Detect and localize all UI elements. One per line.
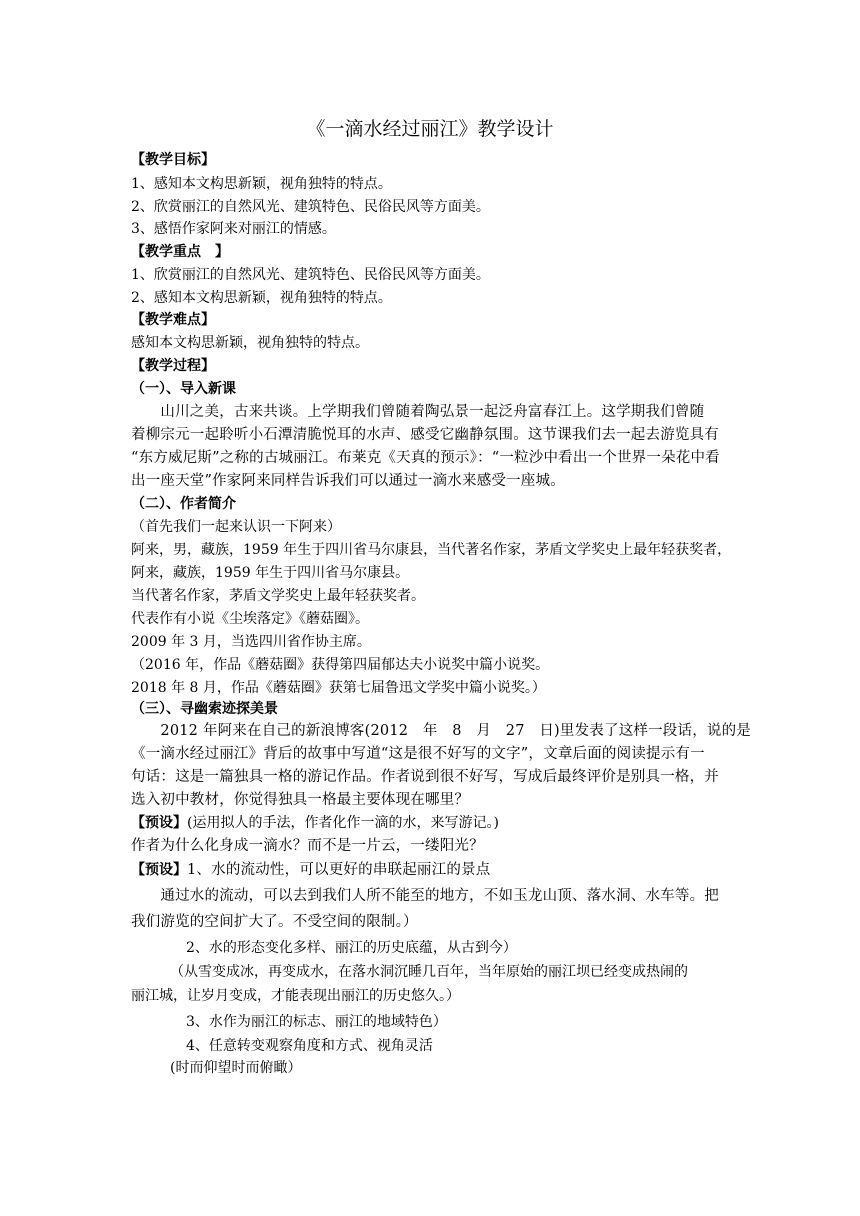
document-title: 《一滴水经过丽江》教学设计 [306,118,554,140]
part2-line: 代表作有小说《尘埃落定》《蘑菇圈》。 [131,611,369,627]
answer-line: （从雪变成冰，再变成水，在落水洞沉睡几百年，当年原始的丽江坝已经变成热闹的 [170,964,688,980]
part2-heading: （二）、作者简介 [131,496,236,512]
part3-heading: （三）、寻幽索迹探美景 [131,701,278,717]
preset-text: (运用拟人的手法，作者化作一滴的水，来写游记。) [187,815,499,831]
part2-line: 阿来，藏族，1959 年生于四川省马尔康县。 [131,565,410,581]
part3-line: 2012 年阿来在自己的新浪博客(2012 年 8 月 27 日)里发表了这样一段话，说的是 [131,723,751,739]
answer-line: (时而仰望时而俯瞰） [170,1060,302,1076]
answer-line: 丽江城，让岁月变成，才能表现出丽江的历史悠久。） [131,988,460,1004]
goal-item: 1、感知本文构思新颖，视角独特的特点。 [131,176,392,192]
question-line: 作者为什么化身成一滴水？而不是一片云，一缕阳光？ [131,838,484,854]
difficulty-heading: 【教学难点】 [131,312,215,328]
process-heading: 【教学过程】 [131,358,215,374]
part2-line: 阿来，男，藏族，1959 年生于四川省马尔康县，当代著名作家，茅盾文学奖史上最年轻获奖者， [131,542,732,558]
answer-line: 2、水的形态变化多样、丽江的历史底蕴，从古到今） [186,940,517,956]
preset-line [131,813,731,833]
part3-line: 《一滴水经过丽江》背后的故事中写道“这是很不好写的文字”，文章后面的阅读提示有一 [131,746,705,762]
part1-line: 出一座天堂”作家阿来同样告诉我们可以通过一滴水来感受一座城。 [131,473,565,489]
part1-line: “东方威尼斯”之称的古城丽江。布莱克《天真的预示》：“一粒沙中看出一个世界一朵花中看 [131,450,720,466]
part2-line: （首先我们一起来认识一下阿来） [131,519,341,535]
part1-line: 着柳宗元一起聆听小石潭清脆悦耳的水声、感受它幽静氛围。这节课我们去一起去游览具有 [131,427,719,443]
part1-heading: （一）、导入新课 [131,381,236,397]
part2-line: 2018 年 8 月，作品《蘑菇圈》获第七届鲁迅文学奖中篇小说奖。） [131,680,546,696]
goals-heading: 【教学目标】 [131,152,215,168]
part3-line: 选入初中教材，你觉得独具一格最主要体现在哪里？ [131,792,470,808]
key-item: 2、感知本文构思新颖，视角独特的特点。 [131,290,392,306]
preset-line [131,860,731,880]
part3-line: 句话：这是一篇独具一格的游记作品。作者说到很不好写，写成后最终评价是别具一格，并 [131,769,719,785]
goal-item: 3、感悟作家阿来对丽江的情感。 [131,221,336,237]
answer-line: 通过水的流动，可以去到我们人所不能至的地方，不如玉龙山顶、落水洞、水车等。把 [131,888,719,904]
part1-line: 山川之美，古来共谈。上学期我们曾随着陶弘景一起泛舟富春江上。这学期我们曾随 [131,404,705,420]
preset-label: 【预设】 [131,862,187,878]
part2-line: 2009 年 3 月，当选四川省作协主席。 [131,634,371,650]
part2-line: 当代著名作家，茅盾文学奖史上最年轻获奖者。 [131,588,425,604]
difficulty-text: 感知本文构思新颖，视角独特的特点。 [131,335,369,351]
goal-item: 2、欣赏丽江的自然风光、建筑特色、民俗民风等方面美。 [131,199,490,215]
preset-label: 【预设】 [131,815,187,831]
key-item: 1、欣赏丽江的自然风光、建筑特色、民俗民风等方面美。 [131,267,490,283]
answer-line: 4、任意转变观察角度和方式、视角灵活 [186,1038,433,1054]
preset-text: 1、水的流动性，可以更好的串联起丽江的景点 [187,862,491,878]
answer-line: 3、水作为丽江的标志、丽江的地域特色） [186,1014,447,1030]
part2-line: （2016 年，作品《蘑菇圈》获得第四届郁达夫小说奖中篇小说奖。 [131,657,550,673]
key-heading: 【教学重点 】 [131,244,229,260]
answer-line: 我们游览的空间扩大了。不受空间的限制。） [131,914,418,930]
